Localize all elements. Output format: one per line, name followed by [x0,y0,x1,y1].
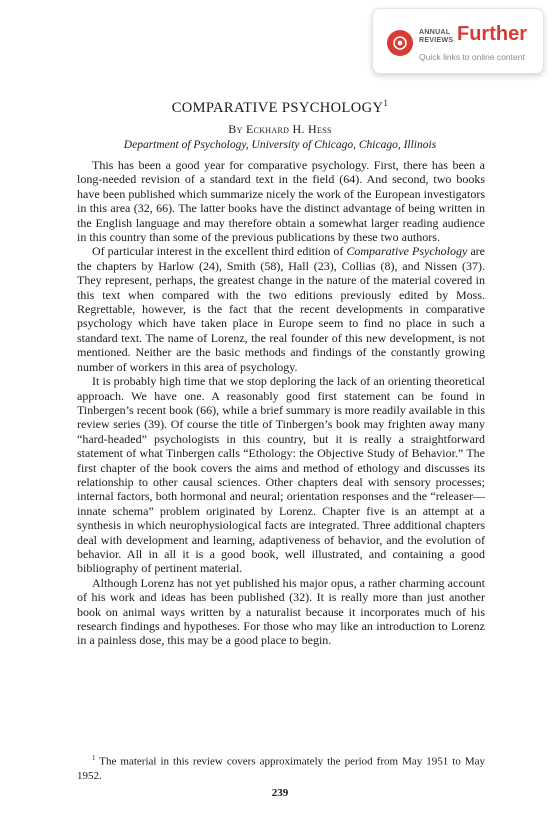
further-subtitle: Quick links to online content [419,52,525,62]
body-paragraph: This has been a good year for comparative psychology. First, there has been a long-needed revision of a standard text in the field (64). And second, two books have been published which summarize nicely the work of the European investigators in this area (32, 66). The latter books have the distinct advantage of being written in the English language and may therefore obtain a somewhat larger reading audience in this country than some of the previous publications by these two authors. [77,158,485,245]
article-body [77,158,485,648]
author-affiliation: Department of Psychology, University of Chicago, Chicago, Illinois [123,139,437,151]
article-title: COMPARATIVE PSYCHOLOGY$^1$ [171,98,389,116]
annual-reviews-logo-icon [387,30,413,56]
footnote-mark: 1 [92,754,96,762]
author-line: By Eckhard H. Hess [228,122,332,136]
further-badge[interactable] [372,8,544,74]
body-paragraph: Of particular interest in the excellent third edition of Comparative Psychology are the chapters by Harlow (24), Smith (58), Hall (23), Collias (8), and Nissen (37). They represent, perhaps, the greatest change in the nature of the material covered in this text when compared with the two editions previously edited by Moss. Regrettable, however, is the fact that the recent developments in comparative psychology which have taken place in Europe seem to find no place in such a standard text. The name of Lorenz, the real founder of this new development, is not mentioned. Neither are the basic methods and findings of the constantly growing number of workers in this area of psychology. [77,244,485,374]
body-paragraph: Although Lorenz has not yet published his major opus, a rather charming account of his work and ideas has been published (32). It is really more than just another book on animal ways written by a naturalist because it incorporates much of his research findings and hypotheses. For those who may like an introduction to Lorenz in a painless dose, this may be a good place to begin. [77,575,485,648]
footnote [77,751,485,783]
further-wordmark: Further [457,23,527,45]
body-paragraph: It is probably high time that we stop deploring the lack of an orienting theoretical approach. We have one. A reasonably good first statement can be found in Tinbergen’s recent book (66), while a brief summary is more readily available in this review series (39). Of course the title of Tinbergen’s book may frighten away many “hard-headed” psychologists in this country, but it is really a straightforward statement of what Tinbergen calls “Ethology: the Objective Study of Behavior.” The first chapter of the book covers the aims and method of ethology and discusses its relationship to other causal sciences. Other chapters deal with sensory processes; internal factors, both hormonal and neural; orientation responses and the “releaser—innate schema” problem originated by Lorenz. Chapter five is an attempt at a synthesis in which neurophysiological facts are integrated. Three additional chapters deal with development and learning, adaptiveness of behavior, and the evolution of behavior. All in all it is a good book, well illustrated, and containing a good bibliography of pertinent material. [77,374,485,576]
publisher-name: ANNUAL REVIEWS [419,29,454,44]
page-number: 239 [271,787,289,799]
footnote-text: The material in this review covers approximately the period from May 1951 to May 1952. [77,755,485,782]
title-footnote-mark[interactable]: 1 [383,98,389,108]
